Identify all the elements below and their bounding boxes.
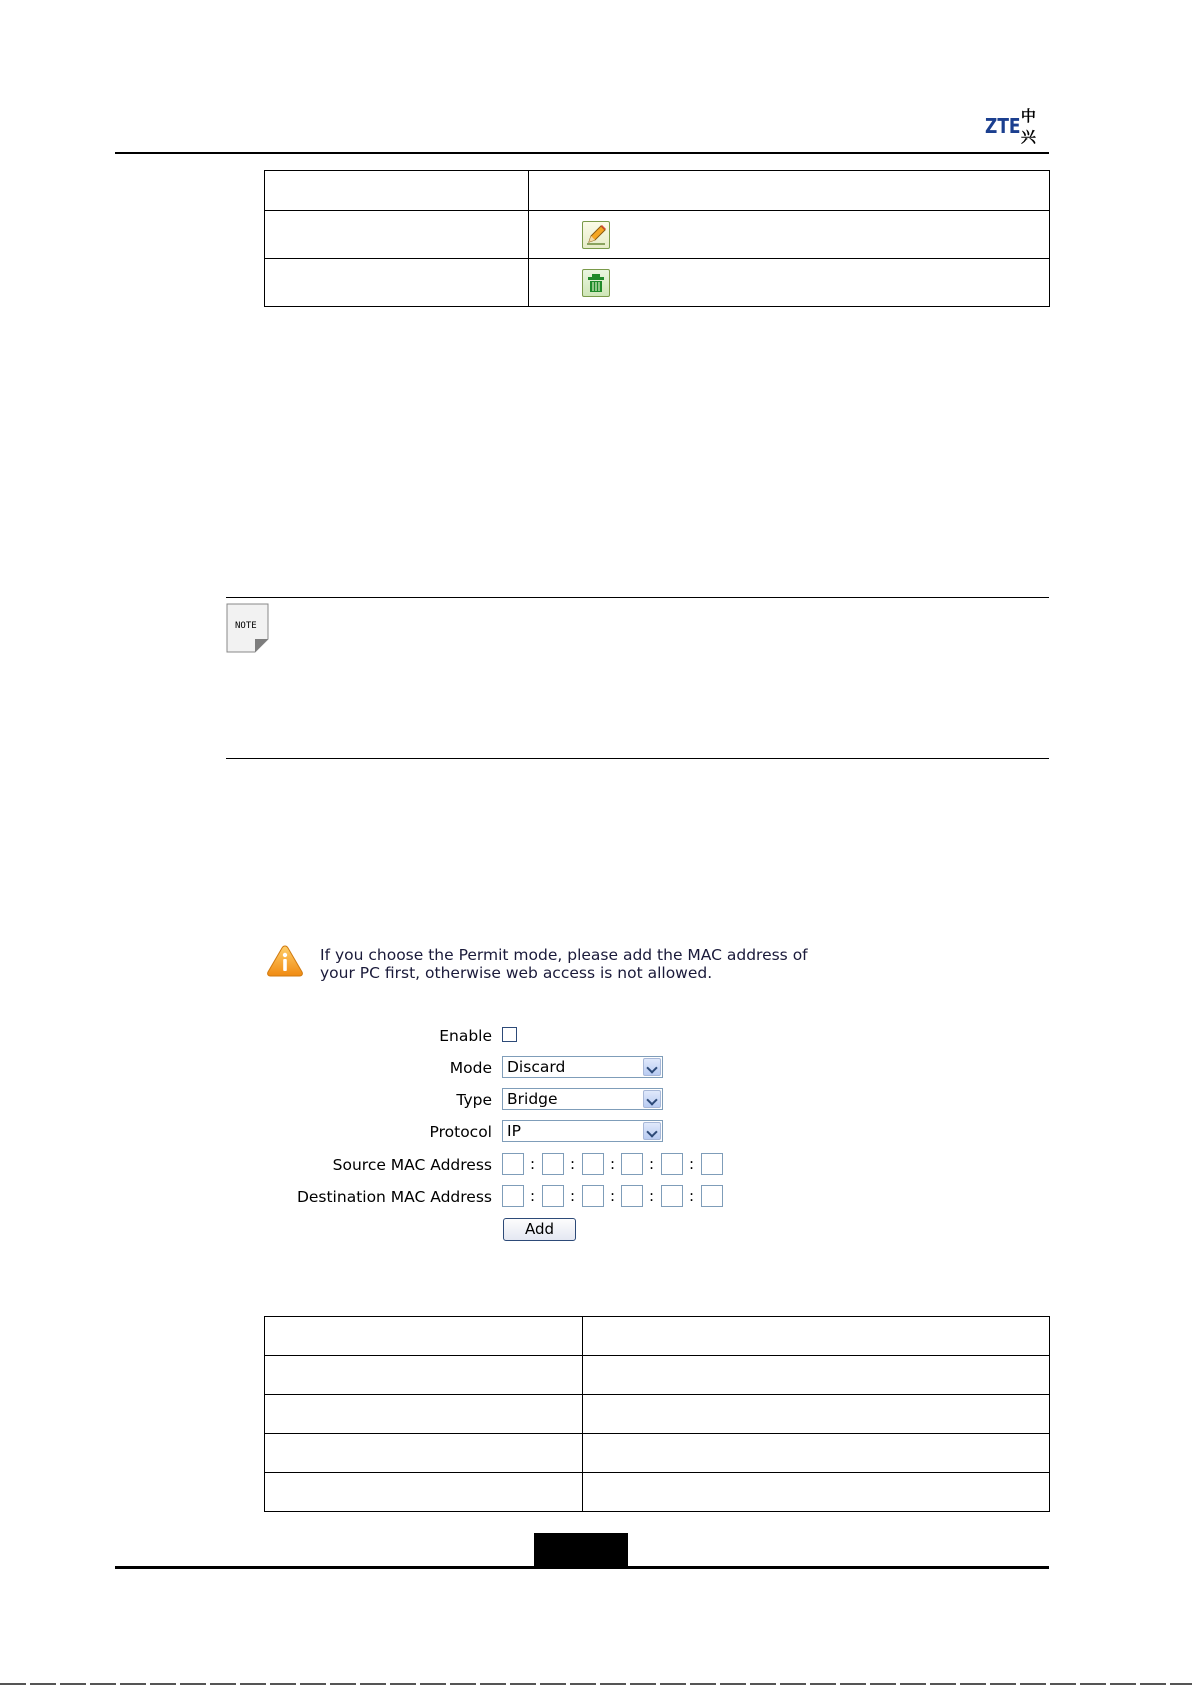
footer-rule — [115, 1566, 1049, 1569]
header-rule — [115, 152, 1049, 154]
enable-checkbox[interactable] — [502, 1027, 517, 1042]
mac-separator: : — [570, 1187, 576, 1205]
logo-chinese: 中兴 — [1020, 107, 1036, 146]
table-cell — [265, 171, 529, 211]
protocol-select-value: IP — [507, 1122, 521, 1140]
source-mac-octet-3[interactable] — [582, 1153, 604, 1175]
mac-separator: : — [649, 1187, 655, 1205]
source-mac-label: Source MAC Address — [332, 1156, 492, 1174]
mac-separator: : — [530, 1155, 536, 1173]
table-cell — [529, 259, 1050, 307]
edit-icon — [582, 221, 610, 249]
table-cell — [583, 1356, 1050, 1395]
table-cell — [265, 1395, 583, 1434]
add-button[interactable]: Add — [503, 1218, 576, 1241]
trash-icon — [582, 269, 610, 297]
table-row — [265, 1317, 1050, 1356]
enable-label: Enable — [439, 1027, 492, 1045]
table-row — [265, 211, 1050, 259]
source-mac-octet-4[interactable] — [621, 1153, 643, 1175]
table-row — [265, 1395, 1050, 1434]
note-rule-bottom — [226, 758, 1049, 759]
table-cell — [583, 1395, 1050, 1434]
destination-mac-octet-3[interactable] — [582, 1185, 604, 1207]
source-mac-octet-5[interactable] — [661, 1153, 683, 1175]
table-cell — [583, 1434, 1050, 1473]
chevron-down-icon[interactable] — [643, 1090, 661, 1108]
protocol-label: Protocol — [429, 1123, 492, 1141]
source-mac-octet-2[interactable] — [542, 1153, 564, 1175]
mode-select-value: Discard — [507, 1058, 566, 1076]
table-cell — [265, 1317, 583, 1356]
source-mac-octet-6[interactable] — [701, 1153, 723, 1175]
table-row — [265, 171, 1050, 211]
table-cell — [265, 211, 529, 259]
table-cell — [265, 259, 529, 307]
chevron-down-icon[interactable] — [643, 1058, 661, 1076]
zte-logo — [985, 107, 1049, 146]
mac-separator: : — [610, 1187, 616, 1205]
table-row — [265, 1434, 1050, 1473]
mac-separator: : — [689, 1187, 695, 1205]
note-label: NOTE — [235, 621, 257, 631]
destination-mac-octet-5[interactable] — [661, 1185, 683, 1207]
warning-text: If you choose the Permit mode, please add the MAC address of your PC first, otherwise web access is not allowed. — [320, 946, 808, 982]
icon-table — [264, 170, 1050, 307]
table-row — [265, 1473, 1050, 1512]
table-row — [265, 1356, 1050, 1395]
table-cell — [265, 1356, 583, 1395]
mac-separator: : — [649, 1155, 655, 1173]
table-cell — [529, 171, 1050, 211]
destination-mac-octet-6[interactable] — [701, 1185, 723, 1207]
mac-separator: : — [689, 1155, 695, 1173]
type-label: Type — [456, 1091, 492, 1109]
table-cell — [583, 1473, 1050, 1512]
source-mac-octet-1[interactable] — [502, 1153, 524, 1175]
destination-mac-octet-1[interactable] — [502, 1185, 524, 1207]
destination-mac-octet-2[interactable] — [542, 1185, 564, 1207]
table-cell — [265, 1434, 583, 1473]
chevron-down-icon[interactable] — [643, 1122, 661, 1140]
note-rule-top — [226, 597, 1049, 598]
note-icon — [226, 603, 270, 653]
mode-label: Mode — [449, 1059, 492, 1077]
mode-select[interactable] — [502, 1056, 663, 1078]
table-cell — [529, 211, 1050, 259]
table-cell — [583, 1317, 1050, 1356]
mac-separator: : — [610, 1155, 616, 1173]
page-number-tab — [534, 1533, 628, 1567]
type-select-value: Bridge — [507, 1090, 558, 1108]
mac-separator: : — [530, 1187, 536, 1205]
parameter-table — [264, 1316, 1050, 1512]
logo-latin: ZTE — [985, 114, 1021, 138]
warning-icon — [266, 944, 304, 978]
table-cell — [265, 1473, 583, 1512]
destination-mac-label: Destination MAC Address — [296, 1188, 492, 1206]
mac-separator: : — [570, 1155, 576, 1173]
type-select[interactable] — [502, 1088, 663, 1110]
table-row — [265, 259, 1050, 307]
destination-mac-octet-4[interactable] — [621, 1185, 643, 1207]
protocol-select[interactable] — [502, 1120, 663, 1142]
